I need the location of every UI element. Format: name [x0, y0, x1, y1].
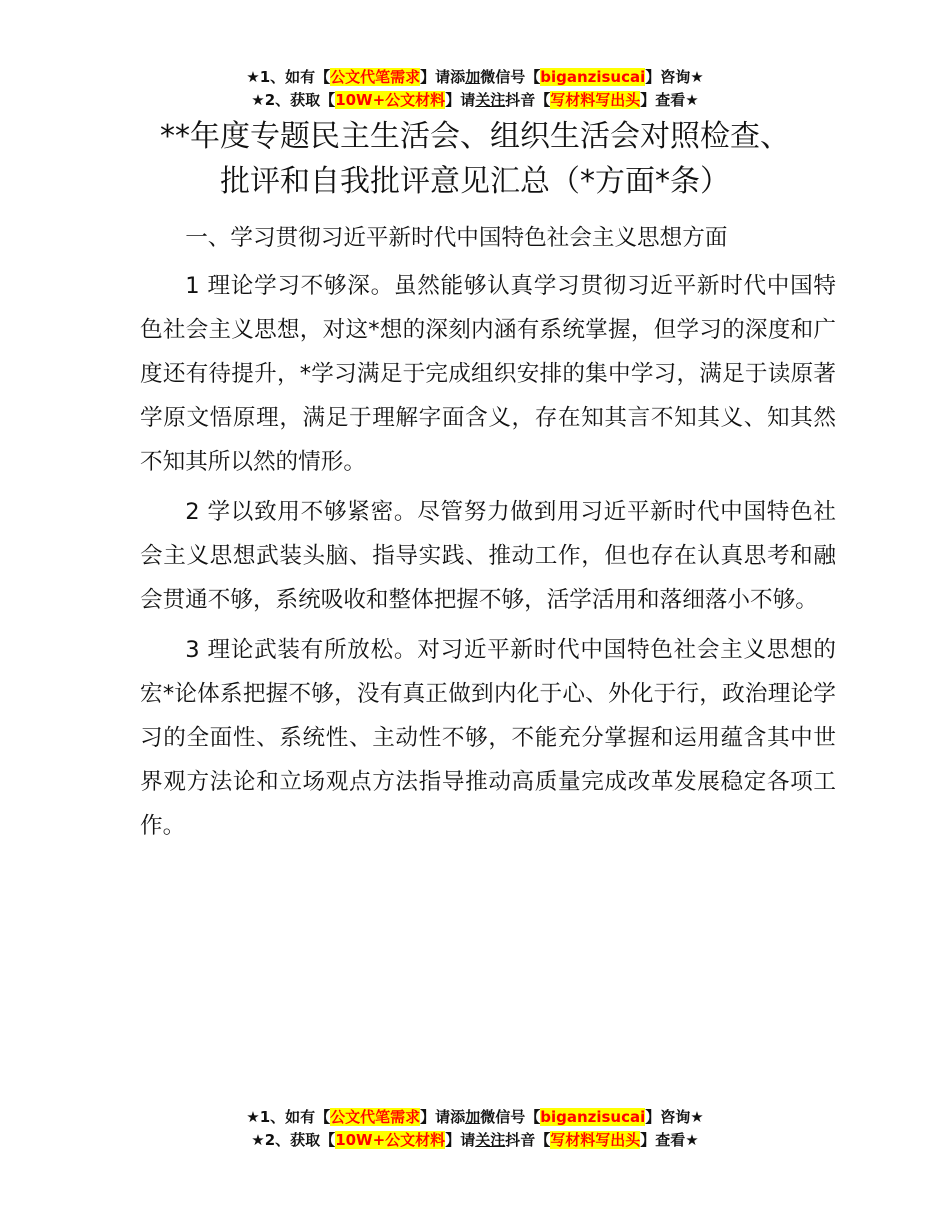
- title-line-1: **年度专题民主生活会、组织生活会对照检查、: [160, 119, 790, 154]
- banner-text: 】请添: [420, 68, 466, 86]
- banner-line-2: [0, 1129, 950, 1152]
- banner-text: 】请: [445, 1131, 476, 1149]
- banner-underlined-text: 加: [465, 1108, 481, 1126]
- paragraph-2: 2 学以致用不够紧密。尽管努力做到用习近平新时代中国特色社会主义思想武装头脑、指导实践、推动工作，但也存在认真思考和融会贯通不够，系统吸收和整体把握不够，活学活用和落细落小不够。: [140, 499, 836, 613]
- section-heading: 一、学习贯彻习近平新时代中国特色社会主义思想方面: [185, 225, 728, 251]
- banner-underlined-text: 关注: [475, 1131, 506, 1149]
- banner-text: ★1、如有【: [246, 1108, 331, 1126]
- document-title: [0, 114, 950, 204]
- banner-underlined-text: 加: [465, 68, 481, 86]
- banner-highlight-douyin: 写材料写出头: [550, 1131, 641, 1149]
- banner-text: ★2、获取【: [251, 91, 336, 109]
- banner-text: 】咨询★: [645, 1108, 704, 1126]
- banner-text: 】查看★: [640, 91, 699, 109]
- banner-highlight-ghostwriting: 公文代笔需求: [330, 1108, 421, 1126]
- banner-line-1: [0, 66, 950, 89]
- banner-text: 】咨询★: [645, 68, 704, 86]
- header-banner: [0, 66, 950, 112]
- banner-highlight-wechat-id: biganzisucai: [540, 1108, 646, 1126]
- banner-text: 微信号【: [480, 68, 541, 86]
- banner-text: 抖音【: [505, 91, 551, 109]
- banner-text: ★1、如有【: [246, 68, 331, 86]
- document-body: [140, 216, 836, 854]
- paragraph-1: 1 理论学习不够深。虽然能够认真学习贯彻习近平新时代中国特色社会主义思想，对这*想的深刻内涵有系统掌握，但学习的深度和广度还有待提升，*学习满足于完成组织安排的集中学习，满足于读原著学原文悟原理，满足于理解字面含义，存在知其言不知其义、知其然不知其所以然的情形。: [140, 273, 836, 475]
- banner-highlight-materials: 10W+公文材料: [335, 91, 446, 109]
- banner-highlight-wechat-id: biganzisucai: [540, 68, 646, 86]
- footer-banner: [0, 1106, 950, 1152]
- title-line-2: 批评和自我批评意见汇总（*方面*条）: [220, 164, 730, 199]
- banner-highlight-ghostwriting: 公文代笔需求: [330, 68, 421, 86]
- banner-line-1: [0, 1106, 950, 1129]
- banner-underlined-text: 关注: [475, 91, 506, 109]
- banner-highlight-douyin: 写材料写出头: [550, 91, 641, 109]
- banner-text: 微信号【: [480, 1108, 541, 1126]
- banner-text: 】请: [445, 91, 476, 109]
- banner-line-2: [0, 89, 950, 112]
- paragraph-3: 3 理论武装有所放松。对习近平新时代中国特色社会主义思想的宏*论体系把握不够，没有真正做到内化于心、外化于行，政治理论学习的全面性、系统性、主动性不够，不能充分掌握和运用蕴含其中世界观方法论和立场观点方法指导推动高质量完成改革发展稳定各项工作。: [140, 637, 836, 839]
- banner-text: 】查看★: [640, 1131, 699, 1149]
- banner-text: 抖音【: [505, 1131, 551, 1149]
- banner-text: ★2、获取【: [251, 1131, 336, 1149]
- banner-highlight-materials: 10W+公文材料: [335, 1131, 446, 1149]
- banner-text: 】请添: [420, 1108, 466, 1126]
